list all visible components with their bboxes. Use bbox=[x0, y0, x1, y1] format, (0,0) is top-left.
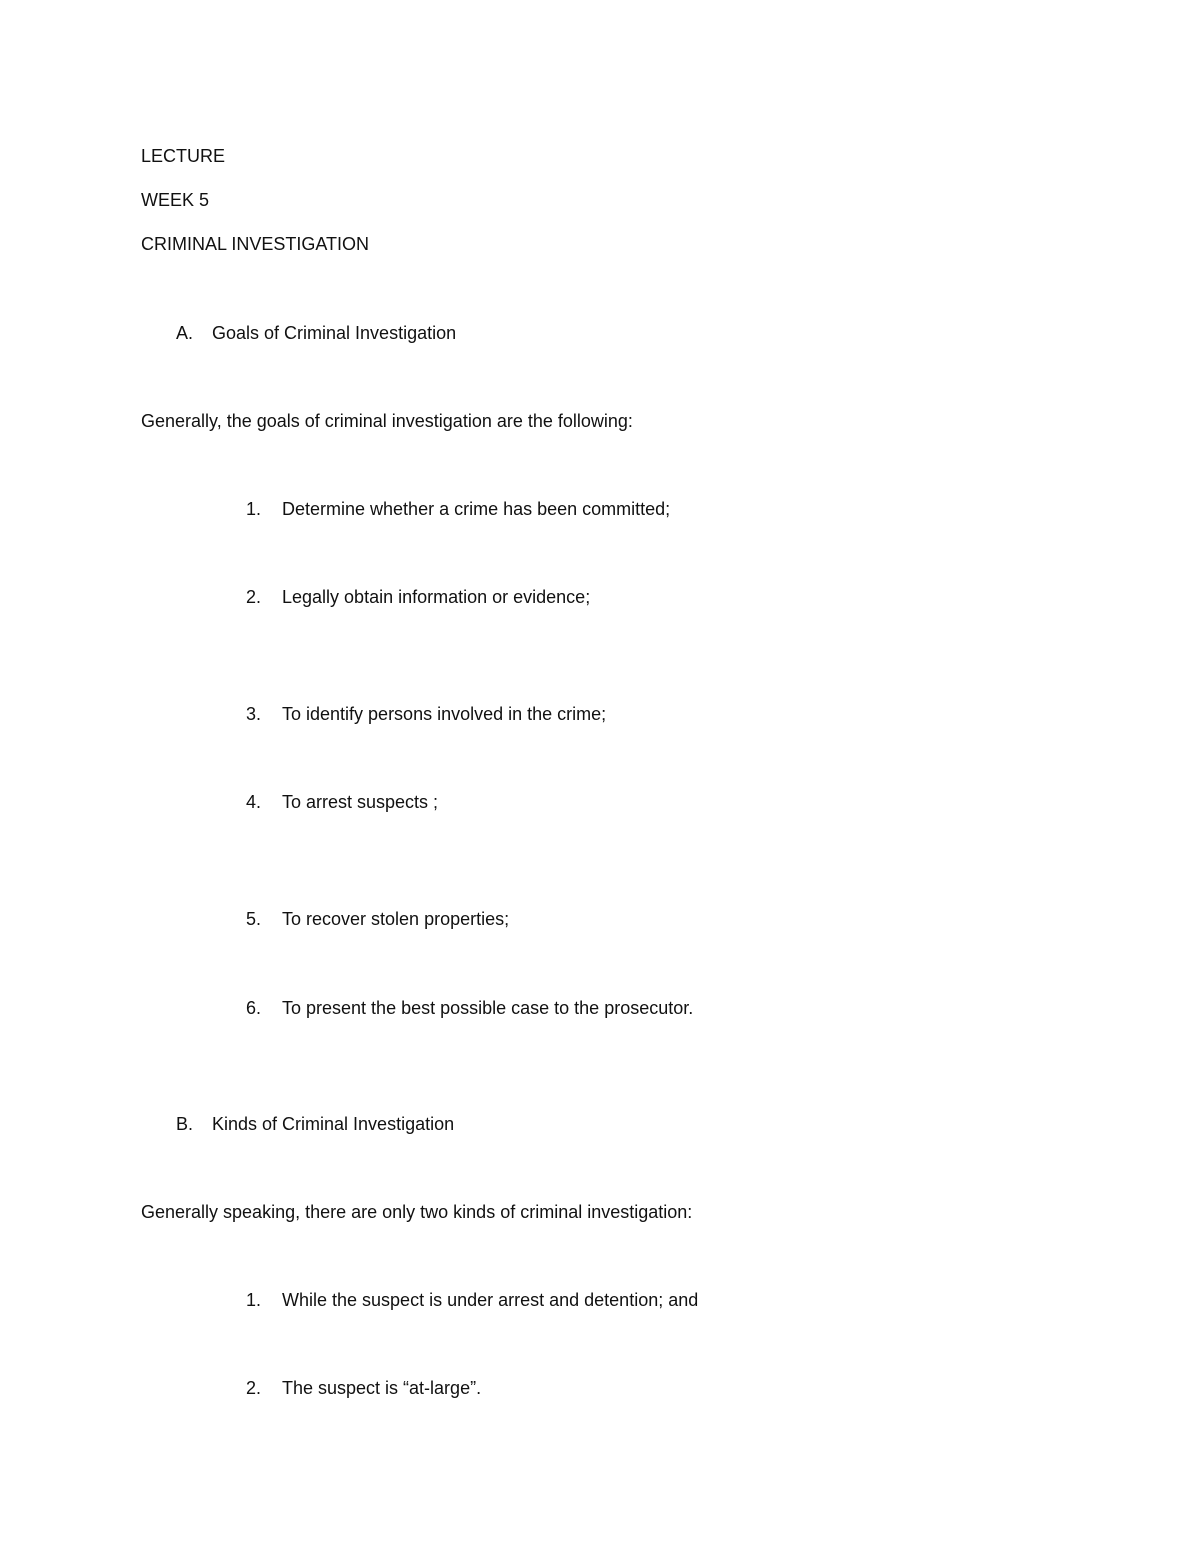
goal-item-5: To recover stolen properties; bbox=[282, 909, 510, 929]
goal-item-5-marker: 5. bbox=[246, 909, 262, 929]
section-b-heading: Kinds of Criminal Investigation bbox=[212, 1114, 455, 1134]
goal-item-2: Legally obtain information or evidence; bbox=[282, 587, 591, 607]
section-a-intro: Generally, the goals of criminal investigation are the following: bbox=[141, 411, 633, 431]
subject-title: CRIMINAL INVESTIGATION bbox=[141, 234, 370, 254]
goal-item-6-marker: 6. bbox=[246, 998, 262, 1018]
goal-item-4-marker: 4. bbox=[246, 792, 262, 812]
kind-item-2: The suspect is “at-large”. bbox=[282, 1378, 482, 1398]
goal-item-1-marker: 1. bbox=[246, 499, 262, 519]
week-number: 5 bbox=[199, 190, 210, 210]
goal-item-4: To arrest suspects ; bbox=[282, 792, 439, 812]
kind-item-2-marker: 2. bbox=[246, 1378, 262, 1398]
section-b-intro: Generally speaking, there are only two kinds of criminal investigation: bbox=[141, 1202, 693, 1222]
kind-item-1: While the suspect is under arrest and detention; and bbox=[282, 1290, 699, 1310]
lecture-label: LECTURE bbox=[141, 146, 226, 166]
goal-item-2-marker: 2. bbox=[246, 587, 262, 607]
section-a-heading: Goals of Criminal Investigation bbox=[212, 323, 457, 343]
week-label bbox=[141, 189, 209, 211]
kind-item-1-marker: 1. bbox=[246, 1290, 262, 1310]
goal-item-6: To present the best possible case to the prosecutor. bbox=[282, 998, 694, 1018]
week-prefix: WEEK bbox=[141, 190, 200, 210]
goal-item-1: Determine whether a crime has been committed; bbox=[282, 499, 671, 519]
goal-item-3: To identify persons involved in the crime; bbox=[282, 704, 607, 724]
section-a-marker: A. bbox=[176, 323, 194, 343]
goal-item-3-marker: 3. bbox=[246, 704, 262, 724]
section-b-marker: B. bbox=[176, 1114, 194, 1134]
